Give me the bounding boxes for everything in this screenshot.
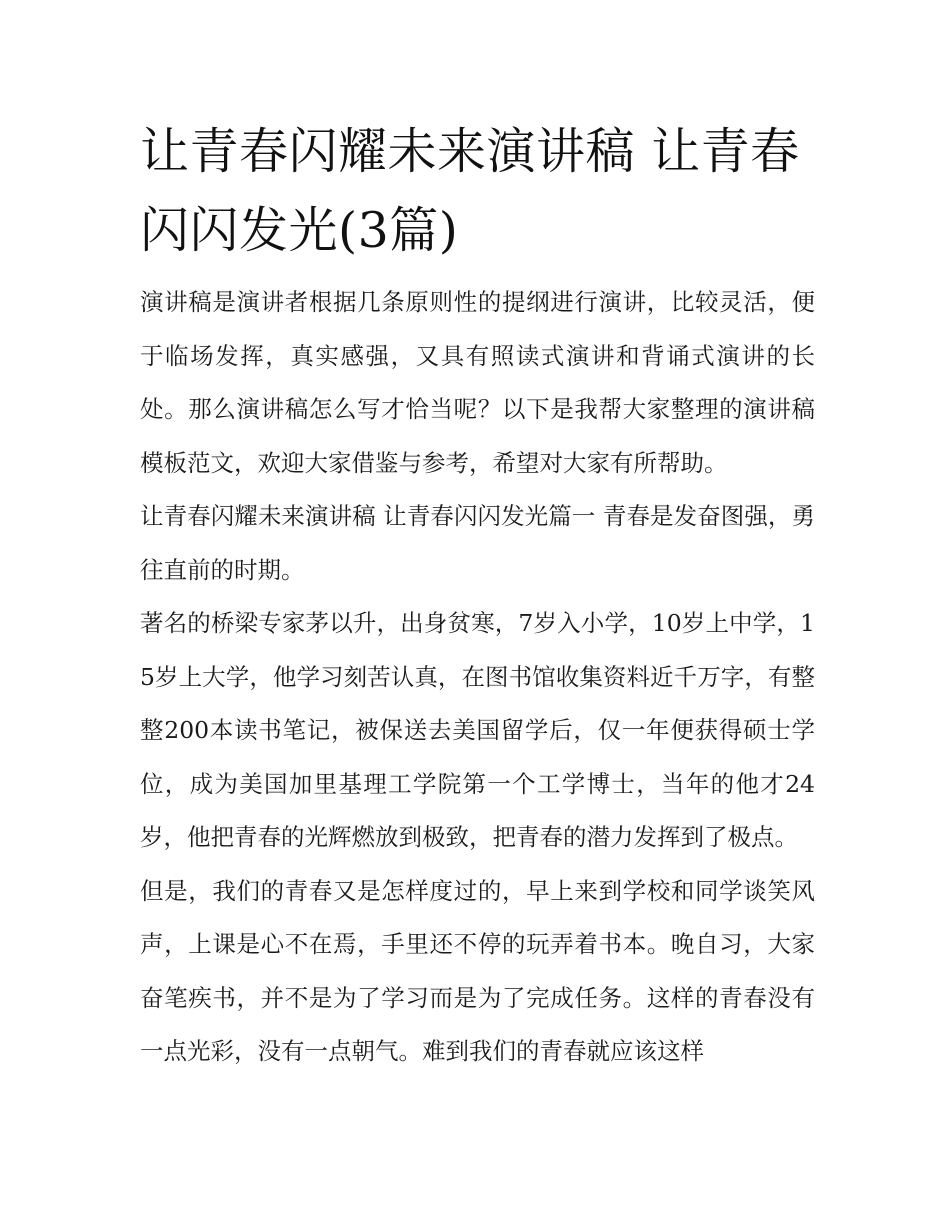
reflection-paragraph: 但是，我们的青春又是怎样度过的，早上来到学校和同学谈笑风声，上课是心不在焉，手里还不停的玩弄着书本。晚自习，大家奋笔疾书，并不是为了学习而是为了完成任务。这样的青春没有一点光彩，没有一点朝气。难到我们的青春就应该这样 (140, 876, 815, 1065)
document-content (140, 112, 815, 1079)
example-paragraph: 著名的桥梁专家茅以升，出身贫寒，7岁入小学，10岁上中学，15岁上大学，他学习刻苦认真，在图书馆收集资料近千万字，有整整200本读书笔记，被保送去美国留学后，仅一年便获得硕士学位，成为美国加里基理工学院第一个工学博士，当年的他才24岁，他把青春的光辉燃放到极致，把青春的潜力发挥到了极点。 (140, 609, 815, 851)
document-title: 让青春闪耀未来演讲稿 让青春闪闪发光(3篇) (140, 123, 800, 259)
section-heading-paragraph: 让青春闪耀未来演讲稿 让青春闪闪发光篇一 青春是发奋图强，勇往直前的时期。 (140, 502, 815, 584)
intro-paragraph: 演讲稿是演讲者根据几条原则性的提纲进行演讲，比较灵活，便于临场发挥，真实感强，又具有照读式演讲和背诵式演讲的长处。那么演讲稿怎么写才恰当呢？以下是我帮大家整理的演讲稿模板范文，欢迎大家借鉴与参考，希望对大家有所帮助。 (140, 288, 815, 477)
